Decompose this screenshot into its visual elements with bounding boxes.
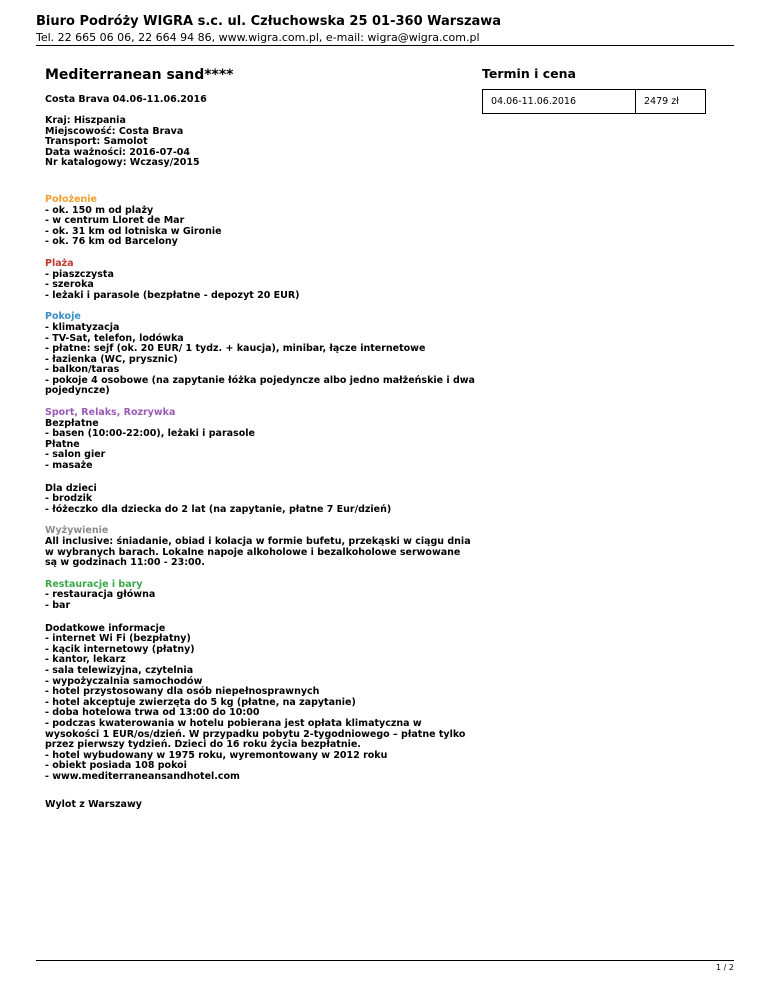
header-divider xyxy=(36,45,734,46)
list-item: - basen (10:00-22:00), leżaki i parasole xyxy=(45,428,255,440)
list-item: - piaszczysta xyxy=(45,268,114,280)
list-item: - balkon/taras xyxy=(45,364,120,376)
section-restaurants xyxy=(45,580,475,612)
section-heading: Pokoje xyxy=(45,311,81,323)
list-item: - szeroka xyxy=(45,279,94,291)
section-heading: Dodatkowe informacje xyxy=(45,622,166,634)
section-heading: Wyżywienie xyxy=(45,525,109,537)
list-item: - obiekt posiada 108 pokoi xyxy=(45,760,187,772)
term-price: 2479 zł xyxy=(636,90,706,114)
list-item: - doba hotelowa trwa od 13:00 do 10:00 xyxy=(45,707,260,719)
board-description: All inclusive: śniadanie, obiad i kolacja w formie bufetu, przekąski w ciągu dnia w wybranych barach. Lokalne napoje alkoholowe i bezalkoholowe serwowane są w godzinach 11:00 - 23:00. xyxy=(45,536,471,569)
list-item: - w centrum Lloret de Mar xyxy=(45,215,185,227)
list-item: Płatne xyxy=(45,438,80,450)
offer-subtitle: Costa Brava 04.06-11.06.2016 xyxy=(45,94,207,105)
meta-catalog-number: Nr katalogowy: Wczasy/2015 xyxy=(45,157,200,169)
list-item: - płatne: sejf (ok. 20 EUR/ 1 tydz. + kaucja), minibar, łącze internetowe xyxy=(45,343,426,355)
offer-details xyxy=(45,66,479,811)
section-heading: Restauracje i bary xyxy=(45,578,143,590)
agency-contact: Tel. 22 665 06 06, 22 664 94 86, www.wigra.com.pl, e-mail: wigra@wigra.com.pl xyxy=(36,31,480,44)
list-item: - łazienka (WC, prysznic) xyxy=(45,353,178,365)
list-item: - klimatyzacja xyxy=(45,321,120,333)
pricing-title: Termin i cena xyxy=(482,66,576,81)
list-item: - sala telewizyjna, czytelnia xyxy=(45,664,194,676)
list-item: - pokoje 4 osobowe (na zapytanie łóżka pojedyncze albo jedno małżeńskie i dwa pojedyncze) xyxy=(45,374,479,397)
section-sport-relax xyxy=(45,408,475,472)
section-location xyxy=(45,195,475,248)
section-heading: Położenie xyxy=(45,193,97,205)
section-additional-info xyxy=(45,624,475,783)
list-item: - www.mediterraneansandhotel.com xyxy=(45,770,240,782)
section-heading: Dla dzieci xyxy=(45,482,97,494)
section-beach xyxy=(45,259,475,301)
meta-transport: Transport: Samolot xyxy=(45,136,148,148)
list-item: - kącik internetowy (płatny) xyxy=(45,643,195,655)
list-item: - hotel akceptuje zwierzęta do 5 kg (płatne, na zapytanie) xyxy=(45,696,356,708)
list-item: - kantor, lekarz xyxy=(45,654,126,666)
list-item: - bar xyxy=(45,599,71,611)
list-item: - ok. 150 m od plaży xyxy=(45,204,154,216)
section-heading: Sport, Relaks, Rozrywka xyxy=(45,407,176,419)
footer-divider xyxy=(36,960,734,961)
list-item: - TV-Sat, telefon, lodówka xyxy=(45,332,184,344)
section-board xyxy=(45,526,475,568)
meta-validity: Data ważności: 2016-07-04 xyxy=(45,146,190,158)
page-number: 1 / 2 xyxy=(716,963,734,972)
list-item: - hotel wybudowany w 1975 roku, wyremontowany w 2012 roku xyxy=(45,749,388,761)
list-item: Bezpłatne xyxy=(45,417,99,429)
offer-meta xyxy=(45,116,475,169)
list-item: - ok. 76 km od Barcelony xyxy=(45,236,178,248)
list-item: - restauracja główna xyxy=(45,589,156,601)
meta-location: Miejscowość: Costa Brava xyxy=(45,125,184,137)
offer-title: Mediterranean sand**** xyxy=(45,67,234,83)
list-item: - brodzik xyxy=(45,493,93,505)
term-date: 04.06-11.06.2016 xyxy=(483,90,636,114)
list-item: - leżaki i parasole (bezpłatne - depozyt 20 EUR) xyxy=(45,289,300,301)
pricing-panel xyxy=(482,66,706,114)
list-item: - hotel przystosowany dla osób niepełnosprawnych xyxy=(45,686,320,698)
list-item: - wypożyczalnia samochodów xyxy=(45,675,203,687)
list-item: - salon gier xyxy=(45,449,106,461)
table-row xyxy=(483,90,706,114)
section-kids xyxy=(45,484,475,516)
price-table xyxy=(482,89,706,114)
list-item: - internet Wi Fi (bezpłatny) xyxy=(45,633,191,645)
section-heading: Plaża xyxy=(45,257,74,269)
document-header xyxy=(36,14,734,45)
list-item: - podczas kwaterowania w hotelu pobierana jest opłata klimatyczna w wysokości 1 EUR/os/dzień. W przypadku pobytu 2-tygodniowego – płatne tylko przez pierwszy tydzień. Dzieci do 16 roku życia bezpłatnie. xyxy=(45,717,469,751)
departure-info: Wylot z Warszawy xyxy=(45,799,142,811)
agency-title: Biuro Podróży WIGRA s.c. ul. Człuchowska 25 01-360 Warszawa xyxy=(36,14,502,29)
list-item: - łóżeczko dla dziecka do 2 lat (na zapytanie, płatne 7 Eur/dzień) xyxy=(45,503,392,515)
list-item: - masaże xyxy=(45,460,93,472)
meta-country: Kraj: Hiszpania xyxy=(45,115,126,126)
section-rooms xyxy=(45,311,479,397)
list-item: - ok. 31 km od lotniska w Gironie xyxy=(45,225,222,237)
